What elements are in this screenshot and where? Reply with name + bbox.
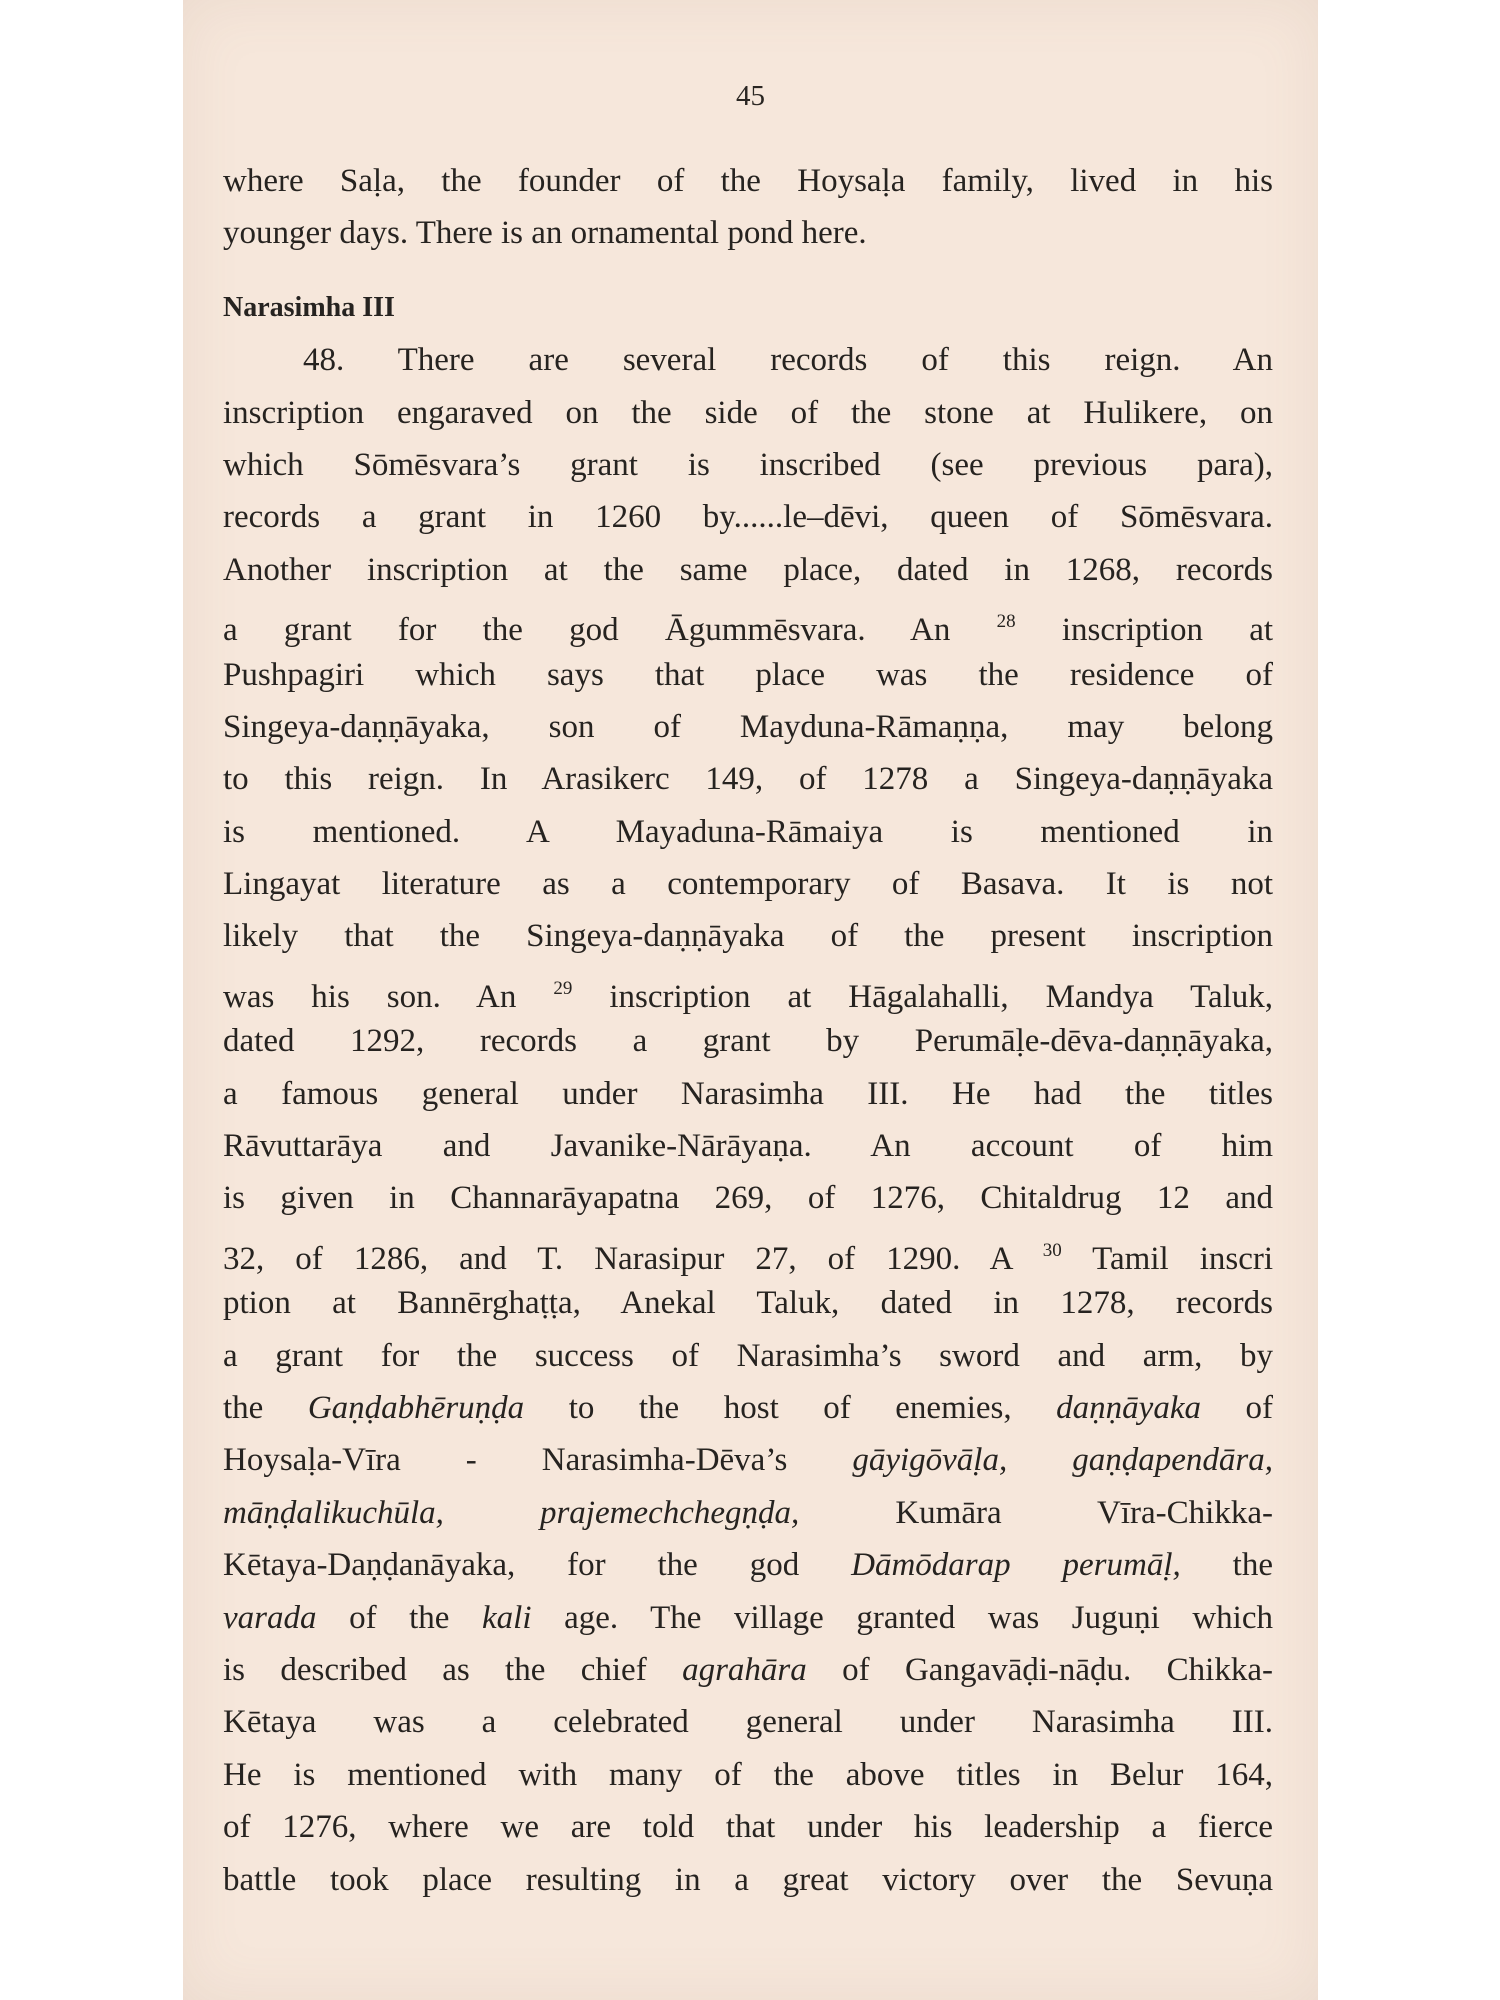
- text-segment: Tamil inscri: [1092, 1240, 1274, 1277]
- section-heading: Narasimha III: [223, 291, 395, 323]
- text-line: [223, 963, 1273, 1015]
- text-line: [223, 1487, 1273, 1539]
- italic-term: kali: [482, 1599, 532, 1636]
- text-line: 48. There are several records of this reign. An: [303, 342, 1273, 379]
- text-line: [223, 1434, 1273, 1486]
- text-line: [223, 1539, 1273, 1591]
- text-line: of 1276, where we are told that under his leadership a fierce: [223, 1809, 1273, 1846]
- text-line: records a grant in 1260 by......le–dēvi, queen of Sōmēsvara.: [223, 499, 1273, 536]
- text-line: where Saḷa, the founder of the Hoysaḷa family, lived in his: [223, 163, 1273, 199]
- text-segment: of Gangavāḍi-nāḍu. Chikka-: [806, 1651, 1273, 1688]
- text-segment: of: [1200, 1389, 1273, 1426]
- italic-term: Dāmōdarap perumāḷ,: [851, 1547, 1181, 1584]
- text-line: He is mentioned with many of the above titles in Belur 164,: [223, 1756, 1273, 1793]
- footnote-marker: 30: [1042, 1239, 1062, 1261]
- text-segment: a grant for the god Āgummēsvara. An: [223, 612, 951, 649]
- text-line: [223, 1644, 1273, 1696]
- text-line: Singeya-daṇṇāyaka, son of Mayduna-Rāmaṇṇa, may belong: [223, 708, 1273, 745]
- text-segment: is described as the chief: [223, 1651, 683, 1688]
- text-segment: inscription at Hāgalahalli, Mandya Taluk,: [609, 978, 1274, 1015]
- text-segment: the: [1180, 1547, 1273, 1584]
- italic-term: gāyigōvāḷa,: [852, 1442, 1008, 1479]
- page-number: 45: [736, 80, 765, 112]
- italic-term: māṇḍalikuchūla,: [223, 1494, 444, 1531]
- text-segment: of the: [316, 1599, 483, 1636]
- text-line: [223, 1382, 1273, 1434]
- text-line: dated 1292, records a grant by Perumāḷe-dēva-daṇṇāyaka,: [223, 1023, 1273, 1060]
- text-segment: Kumāra Vīra-Chikka-: [799, 1494, 1273, 1531]
- text-line: Lingayat literature as a contemporary of Basava. It is not: [223, 866, 1273, 903]
- text-line: a grant for the success of Narasimha’s sword and arm, by: [223, 1337, 1273, 1374]
- text-segment: was his son. An: [223, 978, 517, 1015]
- text-line: is given in Channarāyapatna 269, of 1276, Chitaldrug 12 and: [223, 1180, 1273, 1217]
- italic-term: agrahāra: [682, 1651, 807, 1688]
- text-line: Another inscription at the same place, dated in 1268, records: [223, 551, 1273, 588]
- text-segment: the: [223, 1389, 308, 1426]
- text-segment: [444, 1495, 540, 1531]
- text-line: likely that the Singeya-daṇṇāyaka of the present inscription: [223, 918, 1273, 955]
- italic-term: gaṇḍapendāra,: [1072, 1442, 1273, 1479]
- footnote-marker: 28: [996, 611, 1016, 633]
- text-line: is mentioned. A Mayaduna-Rāmaiya is mentioned in: [223, 813, 1273, 850]
- text-line: battle took place resulting in a great victory over the Sevuṇa: [223, 1861, 1273, 1898]
- text-segment: to the host of enemies,: [524, 1389, 1057, 1426]
- text-line: [223, 596, 1273, 648]
- text-line: younger days. There is an ornamental pond here.: [223, 215, 867, 252]
- text-line: a famous general under Narasimha III. He had the titles: [223, 1075, 1273, 1112]
- text-line: to this reign. In Arasikerc 149, of 1278 a Singeya-daṇṇāyaka: [223, 761, 1273, 798]
- text-segment: age. The village granted was Juguṇi which: [531, 1599, 1274, 1636]
- text-segment: Hoysaḷa-Vīra - Narasimha-Dēva’s: [223, 1442, 853, 1479]
- document-page: [183, 0, 1318, 2000]
- text-segment: 32, of 1286, and T. Narasipur 27, of 1290. A: [223, 1240, 1012, 1277]
- text-line: ption at Bannērghaṭṭa, Anekal Taluk, dated in 1278, records: [223, 1285, 1273, 1322]
- italic-term: daṇṇāyaka: [1056, 1389, 1201, 1426]
- italic-term: varada: [223, 1599, 317, 1636]
- text-line: [223, 1592, 1273, 1644]
- italic-term: prajemechchegṇḍa,: [539, 1494, 800, 1531]
- footnote-marker: 29: [553, 977, 573, 999]
- text-segment: Kētaya-Daṇḍanāyaka, for the god: [223, 1547, 852, 1584]
- text-segment: [1007, 1442, 1072, 1478]
- text-segment: inscription at: [1061, 612, 1274, 649]
- text-line: Kētaya was a celebrated general under Narasimha III.: [223, 1704, 1273, 1741]
- text-line: which Sōmēsvara’s grant is inscribed (see previous para),: [223, 446, 1273, 483]
- text-line: [223, 1225, 1273, 1277]
- text-line: Pushpagiri which says that place was the residence of: [223, 656, 1273, 693]
- italic-term: Gaṇḍabhēruṇḍa: [307, 1389, 525, 1426]
- text-line: Rāvuttarāya and Javanike-Nārāyaṇa. An account of him: [223, 1128, 1273, 1165]
- body-text: [223, 155, 1273, 1906]
- text-line: inscription engaraved on the side of the stone at Hulikere, on: [223, 394, 1273, 431]
